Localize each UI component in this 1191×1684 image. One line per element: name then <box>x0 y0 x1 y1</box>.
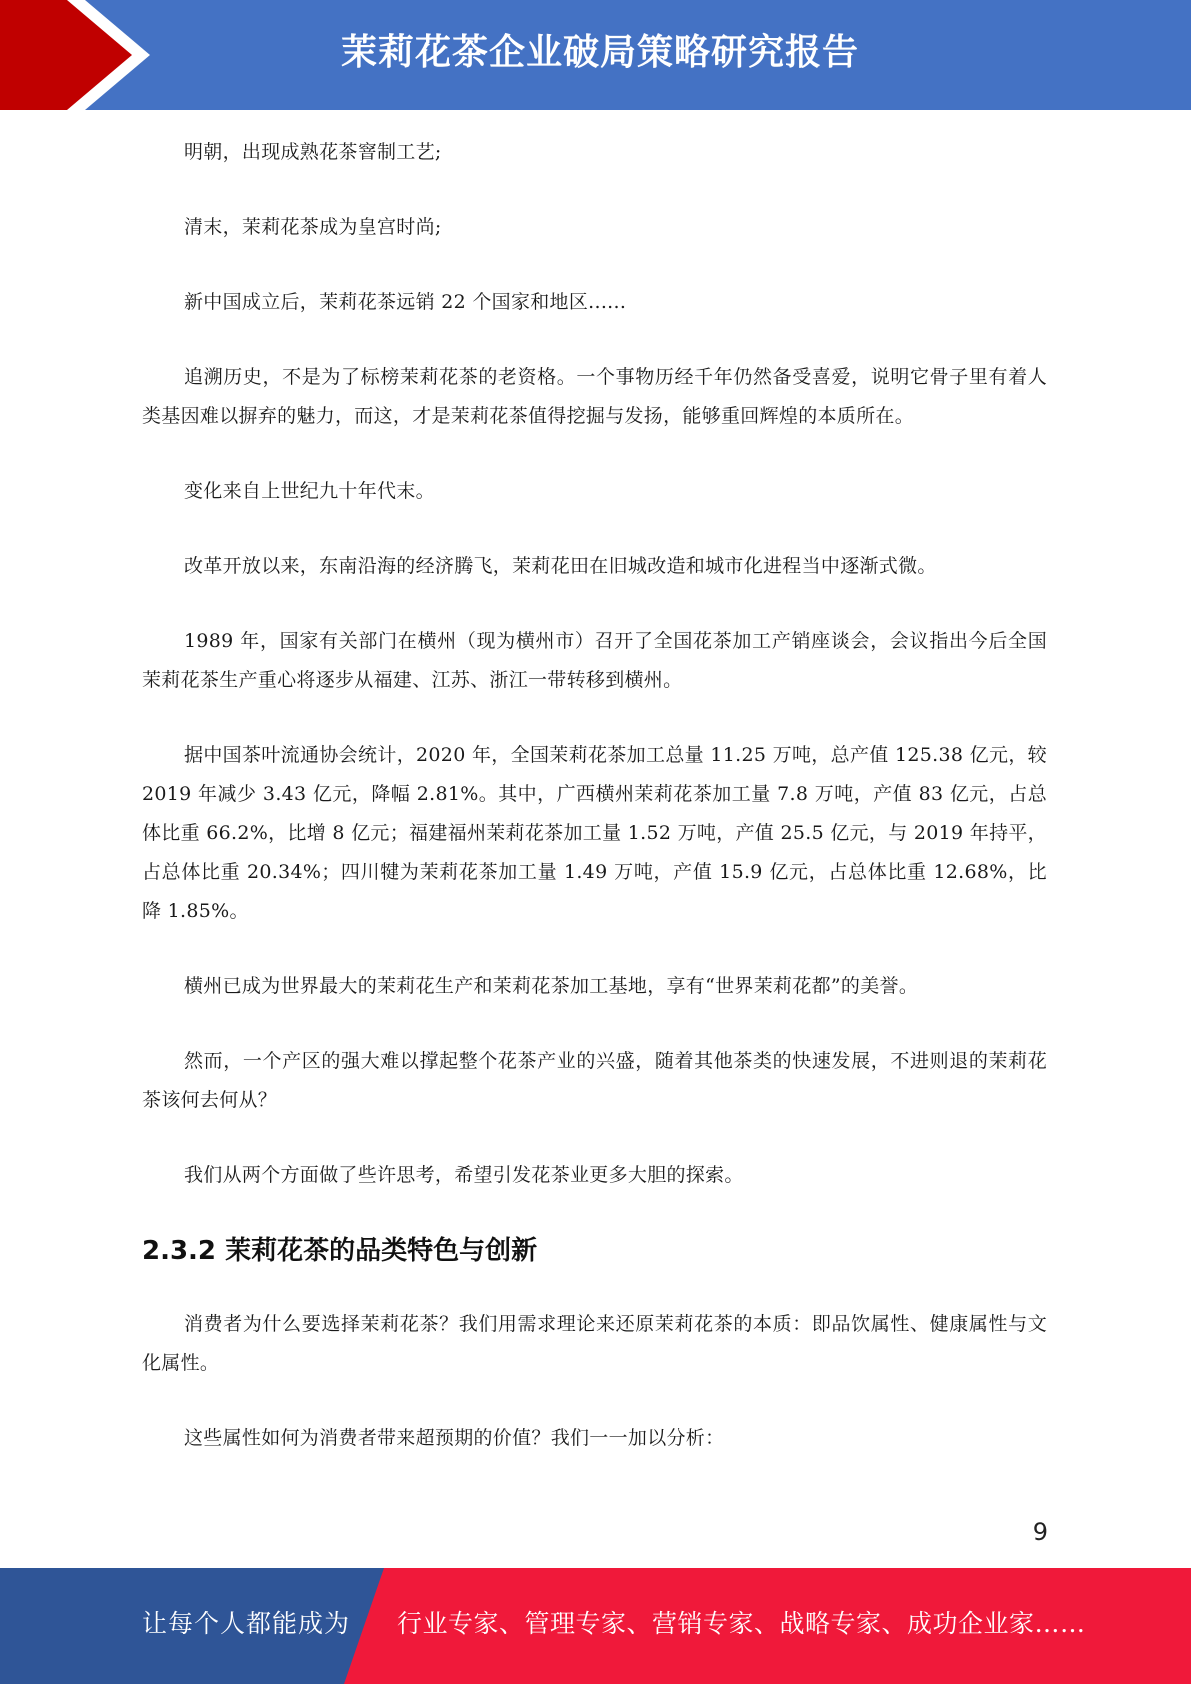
section-heading: 2.3.2 茉莉花茶的品类特色与创新 <box>142 1236 538 1266</box>
report-title: 茉莉花茶企业破局策略研究报告 <box>340 32 859 73</box>
footer-slogan-right: 行业专家、管理专家、营销专家、战略专家、成功企业家…… <box>397 1609 1086 1638</box>
paragraph: 据中国茶叶流通协会统计，2020 年，全国茉莉花茶加工总量 11.25 万吨，总产值 125.38 亿元，较 2019 年减少 3.43 亿元，降幅 2.81%。其中，广西横州茉莉花茶加工量 7.8 万吨，产值 83 亿元，占总体比重 66.2%，比增 8 亿元；福建福州茉莉花茶加工量 1.52 万吨，产值 25.5 亿元，与 2019 年持平，占总体比重 20.34%；四川犍为茉莉花茶加工量 1.49 万吨，产值 15.9 亿元，占总体比重 12.68%，比降 1.85%。 <box>142 744 1047 922</box>
paragraph: 这些属性如何为消费者带来超预期的价值？我们一一加以分析： <box>184 1427 725 1449</box>
paragraph: 然而，一个产区的强大难以撑起整个花茶产业的兴盛，随着其他茶类的快速发展，不进则退的茉莉花茶该何去何从？ <box>142 1050 1047 1111</box>
paragraph: 新中国成立后，茉莉花茶远销 22 个国家和地区...... <box>184 291 627 313</box>
paragraph: 消费者为什么要选择茉莉花茶？我们用需求理论来还原茉莉花茶的本质：即品饮属性、健康属性与文化属性。 <box>142 1313 1047 1374</box>
paragraph: 我们从两个方面做了些许思考，希望引发花茶业更多大胆的探索。 <box>184 1164 744 1186</box>
paragraph: 清末，茉莉花茶成为皇宫时尚; <box>184 216 442 238</box>
footer-slogan-left: 让每个人都能成为 <box>142 1609 351 1638</box>
page-number: 9 <box>1032 1518 1048 1546</box>
paragraph: 变化来自上世纪九十年代末。 <box>184 480 435 502</box>
page-footer <box>0 1568 1191 1684</box>
header-chevron-icon <box>0 0 132 110</box>
paragraph: 明朝，出现成熟花茶窨制工艺; <box>184 141 442 163</box>
paragraph: 追溯历史，不是为了标榜茉莉花茶的老资格。一个事物历经千年仍然备受喜爱，说明它骨子里有着人类基因难以摒弃的魅力，而这，才是茉莉花茶值得挖掘与发扬，能够重回辉煌的本质所在。 <box>142 366 1047 427</box>
page-header <box>0 0 1191 110</box>
paragraph: 1989 年，国家有关部门在横州（现为横州市）召开了全国花茶加工产销座谈会，会议指出今后全国茉莉花茶生产重心将逐步从福建、江苏、浙江一带转移到横州。 <box>142 630 1047 691</box>
paragraph: 改革开放以来，东南沿海的经济腾飞，茉莉花田在旧城改造和城市化进程当中逐渐式微。 <box>184 555 937 577</box>
page-body <box>142 133 1047 1494</box>
paragraph: 横州已成为世界最大的茉莉花生产和茉莉花茶加工基地，享有“世界茉莉花都”的美誉。 <box>184 975 919 997</box>
